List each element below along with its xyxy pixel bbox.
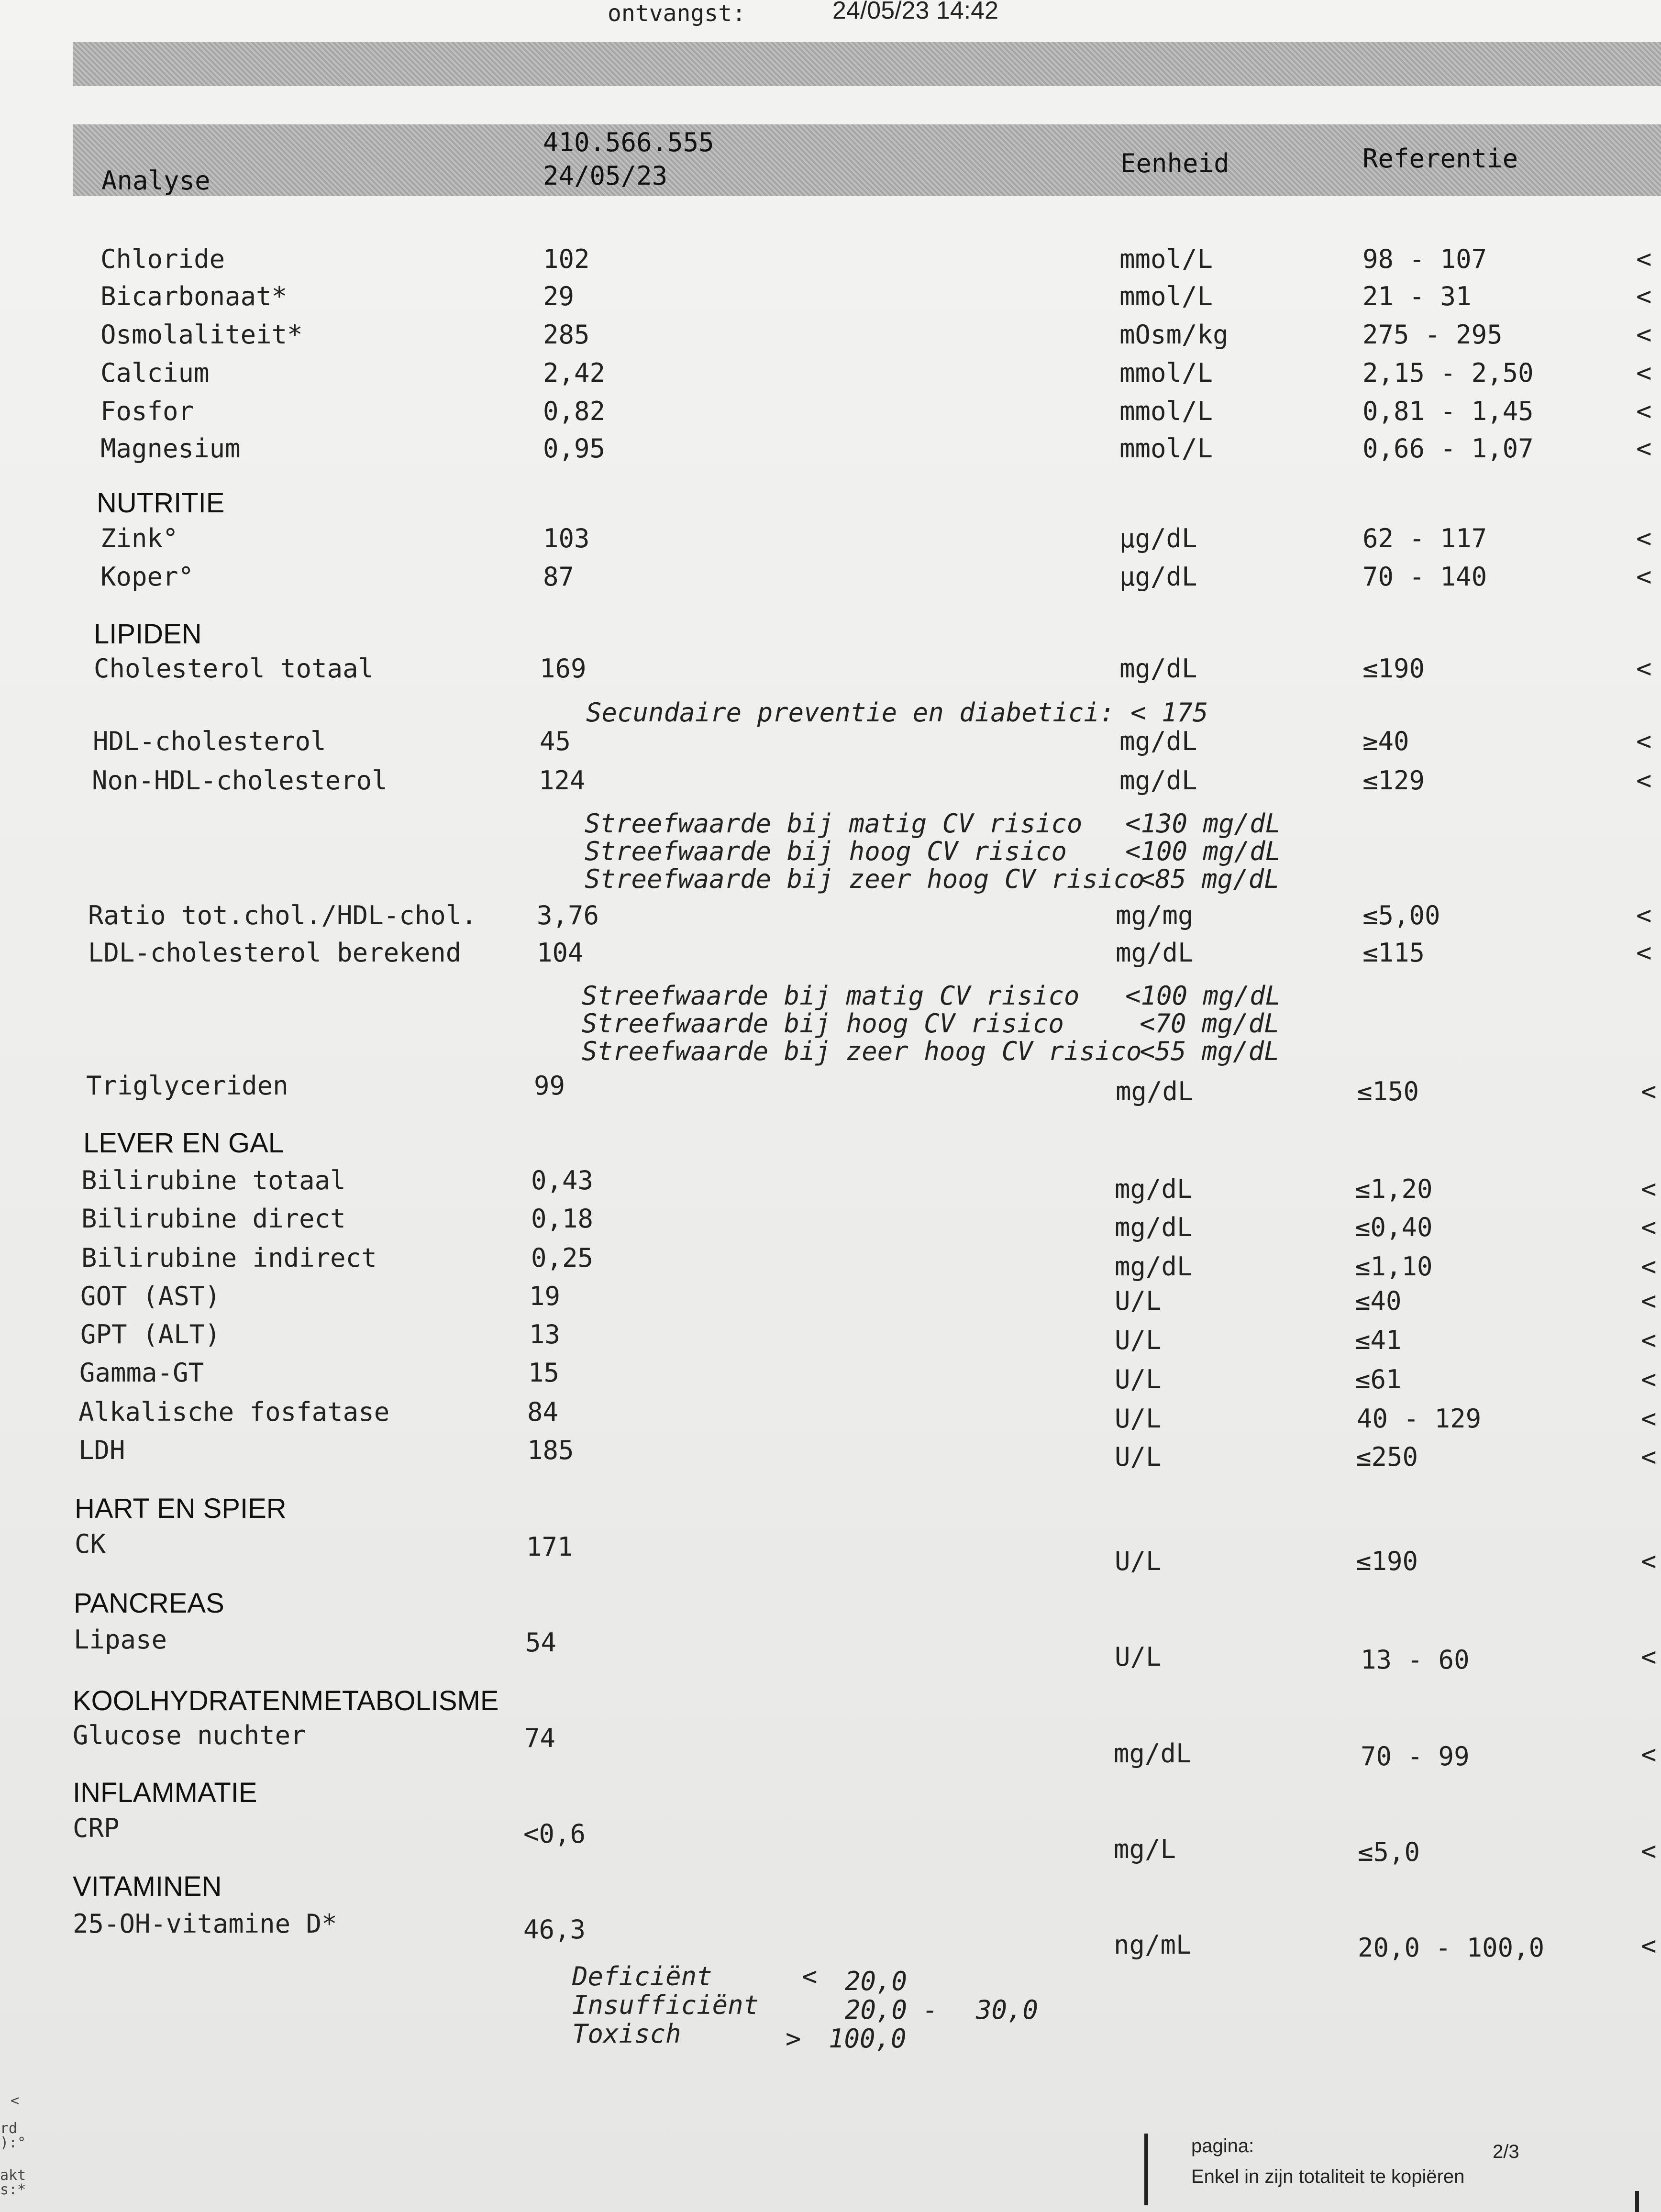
analysis-name: Chloride [100, 244, 225, 274]
table-row [0, 653, 1661, 692]
flag-marker: < [1636, 433, 1652, 464]
table-row [0, 1071, 1661, 1109]
analysis-name: LDH [78, 1435, 125, 1465]
result-unit: mg/dL [1115, 1212, 1193, 1242]
flag-marker: < [1641, 1642, 1657, 1672]
result-value: 46,3 [523, 1914, 586, 1945]
result-value: 103 [543, 523, 590, 553]
result-unit: mg/dL [1115, 1251, 1193, 1282]
analysis-name: Gamma-GT [79, 1358, 204, 1388]
reference-range: ≤1,20 [1355, 1174, 1433, 1204]
analysis-name: Bilirubine totaal [81, 1165, 346, 1195]
flag-marker: < [1636, 358, 1652, 388]
reference-range: ≤150 [1357, 1076, 1419, 1106]
table-row [0, 1720, 1661, 1771]
result-unit: µg/dL [1119, 562, 1197, 592]
reference-range: 0,81 - 1,45 [1362, 396, 1534, 426]
margin-fragment: akt [0, 2167, 26, 2184]
flag-marker: < [1636, 244, 1652, 274]
secondary-prevention-note: Secundaire preventie en diabetici: < 175 [586, 697, 1208, 728]
result-unit: U/L [1115, 1325, 1162, 1355]
reference-range: ≤0,40 [1355, 1212, 1433, 1242]
analysis-name: Glucose nuchter [73, 1720, 306, 1750]
analysis-name: Osmolaliteit* [100, 320, 303, 350]
result-unit: µg/dL [1119, 523, 1197, 553]
table-row [0, 1435, 1661, 1473]
footer-divider-right [1635, 2191, 1639, 2212]
result-unit: mg/dL [1119, 726, 1197, 756]
table-row [0, 523, 1661, 562]
flag-marker: < [1636, 562, 1652, 592]
column-header-reference: Referentie [1362, 144, 1518, 174]
analysis-name: Calcium [100, 358, 210, 388]
reference-range: 13 - 60 [1361, 1645, 1470, 1675]
result-unit: mg/mg [1116, 900, 1194, 930]
table-row [0, 1281, 1661, 1319]
result-unit: mg/dL [1116, 1076, 1194, 1106]
table-row [0, 1204, 1661, 1242]
result-unit: mmol/L [1119, 396, 1213, 426]
result-unit: mg/dL [1116, 938, 1194, 968]
result-unit: mg/L [1114, 1834, 1176, 1864]
result-unit: mg/dL [1115, 1174, 1193, 1204]
result-unit: ng/mL [1114, 1930, 1192, 1960]
result-value: 87 [543, 562, 575, 592]
result-unit: U/L [1115, 1546, 1162, 1576]
analysis-name: Alkalische fosfatase [78, 1397, 390, 1427]
table-row [0, 281, 1661, 320]
analysis-name: HDL-cholesterol [93, 726, 326, 756]
reference-range: ≤190 [1356, 1546, 1418, 1576]
result-value: 99 [534, 1071, 565, 1101]
analysis-name: Bilirubine indirect [81, 1243, 377, 1273]
result-unit: mg/dL [1119, 653, 1197, 684]
result-value: <0,6 [523, 1819, 586, 1849]
table-row [0, 1625, 1661, 1675]
analysis-name: 25-OH-vitamine D* [73, 1909, 337, 1939]
flag-marker: < [1636, 938, 1652, 968]
table-row [0, 1243, 1661, 1281]
page-label: pagina: [1191, 2135, 1254, 2157]
table-row [0, 1319, 1661, 1358]
result-value: 0,82 [543, 396, 606, 426]
flag-marker: < [1636, 523, 1652, 553]
reference-range: ≤129 [1362, 765, 1425, 796]
flag-marker: < [1641, 1739, 1657, 1770]
table-row [0, 244, 1661, 282]
section-koolhydratenmetabolisme: KOOLHYDRATENMETABOLISME [73, 1685, 499, 1716]
table-row [0, 562, 1661, 600]
received-value: 24/05/23 14:42 [832, 0, 998, 24]
result-value: 13 [529, 1319, 561, 1349]
flag-marker: < [1641, 1174, 1657, 1204]
margin-fragment: < [11, 2092, 20, 2109]
reference-range: ≤5,00 [1362, 900, 1440, 930]
reference-range: ≤40 [1355, 1286, 1402, 1316]
result-value: 285 [543, 320, 590, 350]
table-row [0, 1358, 1661, 1396]
result-unit: U/L [1115, 1286, 1162, 1316]
analysis-name: Koper° [100, 562, 194, 592]
result-value: 104 [537, 938, 584, 968]
analysis-name: LDL-cholesterol berekend [88, 938, 462, 968]
flag-marker: < [1641, 1286, 1657, 1316]
analysis-name: Ratio tot.chol./HDL-chol. [88, 900, 477, 930]
table-row [0, 765, 1661, 804]
result-value: 29 [543, 281, 575, 311]
margin-fragment: ):° [0, 2135, 26, 2151]
result-value: 3,76 [537, 900, 599, 930]
analysis-name: CK [75, 1529, 106, 1559]
analysis-name: Fosfor [100, 396, 194, 426]
analysis-name: Zink° [100, 523, 178, 553]
flag-marker: < [1641, 1212, 1657, 1242]
reference-range: ≤41 [1355, 1325, 1402, 1355]
reference-range: 0,66 - 1,07 [1362, 433, 1534, 464]
received-label: ontvangst: [608, 0, 746, 27]
flag-marker: < [1636, 765, 1652, 796]
flag-marker: < [1641, 1076, 1657, 1106]
analysis-name: Bilirubine direct [81, 1204, 346, 1234]
page-number: 2/3 [1493, 2141, 1519, 2162]
reference-range: ≥40 [1362, 726, 1409, 756]
column-header-analysis: Analyse [101, 166, 210, 196]
reference-range: 20,0 - 100,0 [1358, 1933, 1545, 1963]
section-inflammatie: INFLAMMATIE [73, 1777, 257, 1808]
reference-range: 70 - 99 [1361, 1741, 1470, 1771]
result-value: 84 [527, 1397, 559, 1427]
result-value: 2,42 [543, 358, 606, 388]
reference-range: 21 - 31 [1362, 281, 1472, 311]
flag-marker: < [1636, 396, 1652, 426]
sample-date: 24/05/23 [543, 161, 668, 191]
result-value: 19 [529, 1281, 561, 1311]
result-value: 0,43 [531, 1165, 594, 1195]
result-value: 15 [528, 1358, 560, 1388]
analysis-name: Non-HDL-cholesterol [92, 765, 388, 796]
result-value: 0,95 [543, 433, 606, 464]
flag-marker: < [1641, 1836, 1657, 1866]
result-unit: U/L [1115, 1404, 1162, 1434]
result-unit: mg/dL [1114, 1738, 1192, 1769]
reference-range: ≤250 [1356, 1442, 1418, 1472]
analysis-name: Lipase [74, 1625, 167, 1655]
reference-range: 275 - 295 [1362, 320, 1503, 350]
result-value: 171 [526, 1532, 573, 1562]
flag-marker: < [1636, 653, 1652, 684]
flag-marker: < [1641, 1364, 1657, 1394]
table-row [0, 396, 1661, 434]
reference-range: 70 - 140 [1362, 562, 1487, 592]
reference-range: ≤5,0 [1358, 1837, 1420, 1867]
table-row [0, 358, 1661, 396]
reference-range: ≤190 [1362, 653, 1425, 684]
table-row [0, 726, 1661, 764]
result-unit: U/L [1115, 1642, 1162, 1672]
footer-divider [1144, 2134, 1148, 2205]
reference-range: 2,15 - 2,50 [1362, 358, 1534, 388]
result-value: 124 [539, 765, 586, 796]
result-value: 54 [525, 1627, 557, 1658]
lab-report-page: ontvangst: 24/05/23 14:42 Analyse 410.566.555 24/05/23 Eenheid Referentie Chloride 102 mmol/L 98 - 107 < Bicarbonaat* 29 mmol/L 21 - 31 < Osmolaliteit* 285 mOsm/kg 275 - 295 < Calcium 2,42 mmol/L 2,15 - 2,50 < Fosfor 0,82 mmol/L 0,81 - 1,45 < Magnesium 0,95 mmol/L 0,66 - 1,07 < NUTRITIE Zink° 103 µg/dL 62 - 117 < Koper° 87 µg/dL 70 - 140 < LIPIDEN Cholesterol totaal 169 mg/dL ≤190 < Secundaire preventie en diabetici: < 175 HDL-cholesterol 45 mg/dL ≥40 < Non-HDL-cholesterol 124 mg/dL ≤129 < Streefwaarde bij matig CV risico <130 mg/dL Streefwaarde bij hoog CV risico <100 mg/dL Streefwaarde bij zeer hoog CV risico <85 mg/dL Ratio tot.chol./HDL-chol. 3,76 mg/mg ≤5,00 < LDL-cholesterol berekend 104 mg/dL ≤115 < Streefwaarde bij matig CV risico <100 mg/dL Streefwaarde bij hoog CV risico <70 mg/dL Streefwaarde bij zeer hoog CV risico <55 mg/dL Triglyceriden 99 mg/dL ≤150 < LEVER EN GAL Bilirubine totaal 0,43 mg/dL ≤1,20 < Bilirubine direct 0,18 mg/dL ≤0,40 < Bilirubine indirect 0,25 mg/dL ≤1,10 < GOT (AST) 19 U/L ≤40 < GPT (ALT) 13 U/L ≤41 < Gamma-GT 15 U/L ≤61 < Alkalische fosfatase 84 U/L 40 - 129 < LDH 185 U/L ≤250 < HART EN SPIER CK 171 U/L ≤190 < PANCREAS Lipase 54 U/L 13 - 60 < KOOLHYDRATENMETABOLISME Glucose nuchter 74 mg/dL 70 - 99 < INFLAMMATIE CRP <0,6 mg/L ≤5,0 < VITAMINEN 25-OH-vitamine D* 46,3 ng/mL 20,0 - 100,0 < Deficiënt < 20,0 Insufficiënt 20,0 - 30,0 Toxisch > 100,0 < rd ):° akt s:* pagina: 2/3 Enkel in zijn totaliteit te kopiëren [0, 0, 1661, 2212]
column-header-unit: Eenheid [1120, 148, 1229, 178]
flag-marker: < [1641, 1251, 1657, 1282]
copy-notice: Enkel in zijn totaliteit te kopiëren [1191, 2166, 1465, 2187]
sample-id: 410.566.555 [543, 127, 714, 157]
reference-range: 98 - 107 [1362, 244, 1487, 274]
section-hart-en-spier: HART EN SPIER [75, 1493, 287, 1524]
result-value: 169 [540, 653, 587, 684]
analysis-name: GOT (AST) [80, 1281, 221, 1311]
table-row [0, 433, 1661, 472]
result-value: 0,25 [531, 1243, 594, 1273]
table-row [0, 1529, 1661, 1576]
flag-marker: < [1641, 1546, 1657, 1576]
section-vitaminen: VITAMINEN [73, 1871, 222, 1902]
section-nutritie: NUTRITIE [97, 487, 225, 519]
result-value: 102 [543, 244, 590, 274]
result-unit: U/L [1115, 1442, 1162, 1472]
table-row [0, 1397, 1661, 1435]
flag-marker: < [1636, 320, 1652, 350]
analysis-name: Cholesterol totaal [94, 653, 374, 684]
table-row [0, 900, 1661, 939]
result-unit: U/L [1115, 1364, 1162, 1394]
table-row [0, 1909, 1661, 1963]
flag-marker: < [1641, 1325, 1657, 1355]
margin-fragment: s:* [0, 2181, 26, 2198]
result-unit: mmol/L [1119, 433, 1213, 464]
result-value: 185 [527, 1435, 574, 1465]
header-band-top [73, 42, 1661, 86]
reference-range: ≤61 [1355, 1364, 1402, 1394]
analysis-name: Magnesium [100, 433, 241, 464]
analysis-name: GPT (ALT) [80, 1319, 221, 1349]
result-unit: mOsm/kg [1119, 320, 1229, 350]
result-value: 74 [524, 1723, 556, 1753]
result-value: 0,18 [531, 1204, 594, 1234]
analysis-name: CRP [73, 1813, 120, 1843]
result-unit: mmol/L [1119, 358, 1213, 388]
reference-range: 40 - 129 [1357, 1404, 1482, 1434]
flag-marker: < [1636, 281, 1652, 311]
table-row [0, 938, 1661, 976]
result-unit: mmol/L [1119, 244, 1213, 274]
analysis-name: Bicarbonaat* [100, 281, 288, 311]
section-lever-en-gal: LEVER EN GAL [83, 1128, 284, 1159]
section-lipiden: LIPIDEN [94, 619, 202, 650]
flag-marker: < [1641, 1442, 1657, 1472]
table-row [0, 1813, 1661, 1867]
reference-range: ≤1,10 [1355, 1251, 1433, 1282]
reference-range: 62 - 117 [1362, 523, 1487, 553]
flag-marker: < [1641, 1931, 1657, 1961]
flag-marker: < [1636, 900, 1652, 930]
table-row [0, 320, 1661, 358]
result-unit: mmol/L [1119, 281, 1213, 311]
flag-marker: < [1641, 1404, 1657, 1434]
section-pancreas: PANCREAS [74, 1588, 224, 1619]
reference-range: ≤115 [1362, 938, 1425, 968]
result-unit: mg/dL [1119, 765, 1197, 796]
margin-fragment: rd [0, 2120, 18, 2137]
analysis-name: Triglyceriden [86, 1071, 288, 1101]
table-row [0, 1165, 1661, 1204]
flag-marker: < [1636, 726, 1652, 756]
result-value: 45 [540, 726, 571, 756]
